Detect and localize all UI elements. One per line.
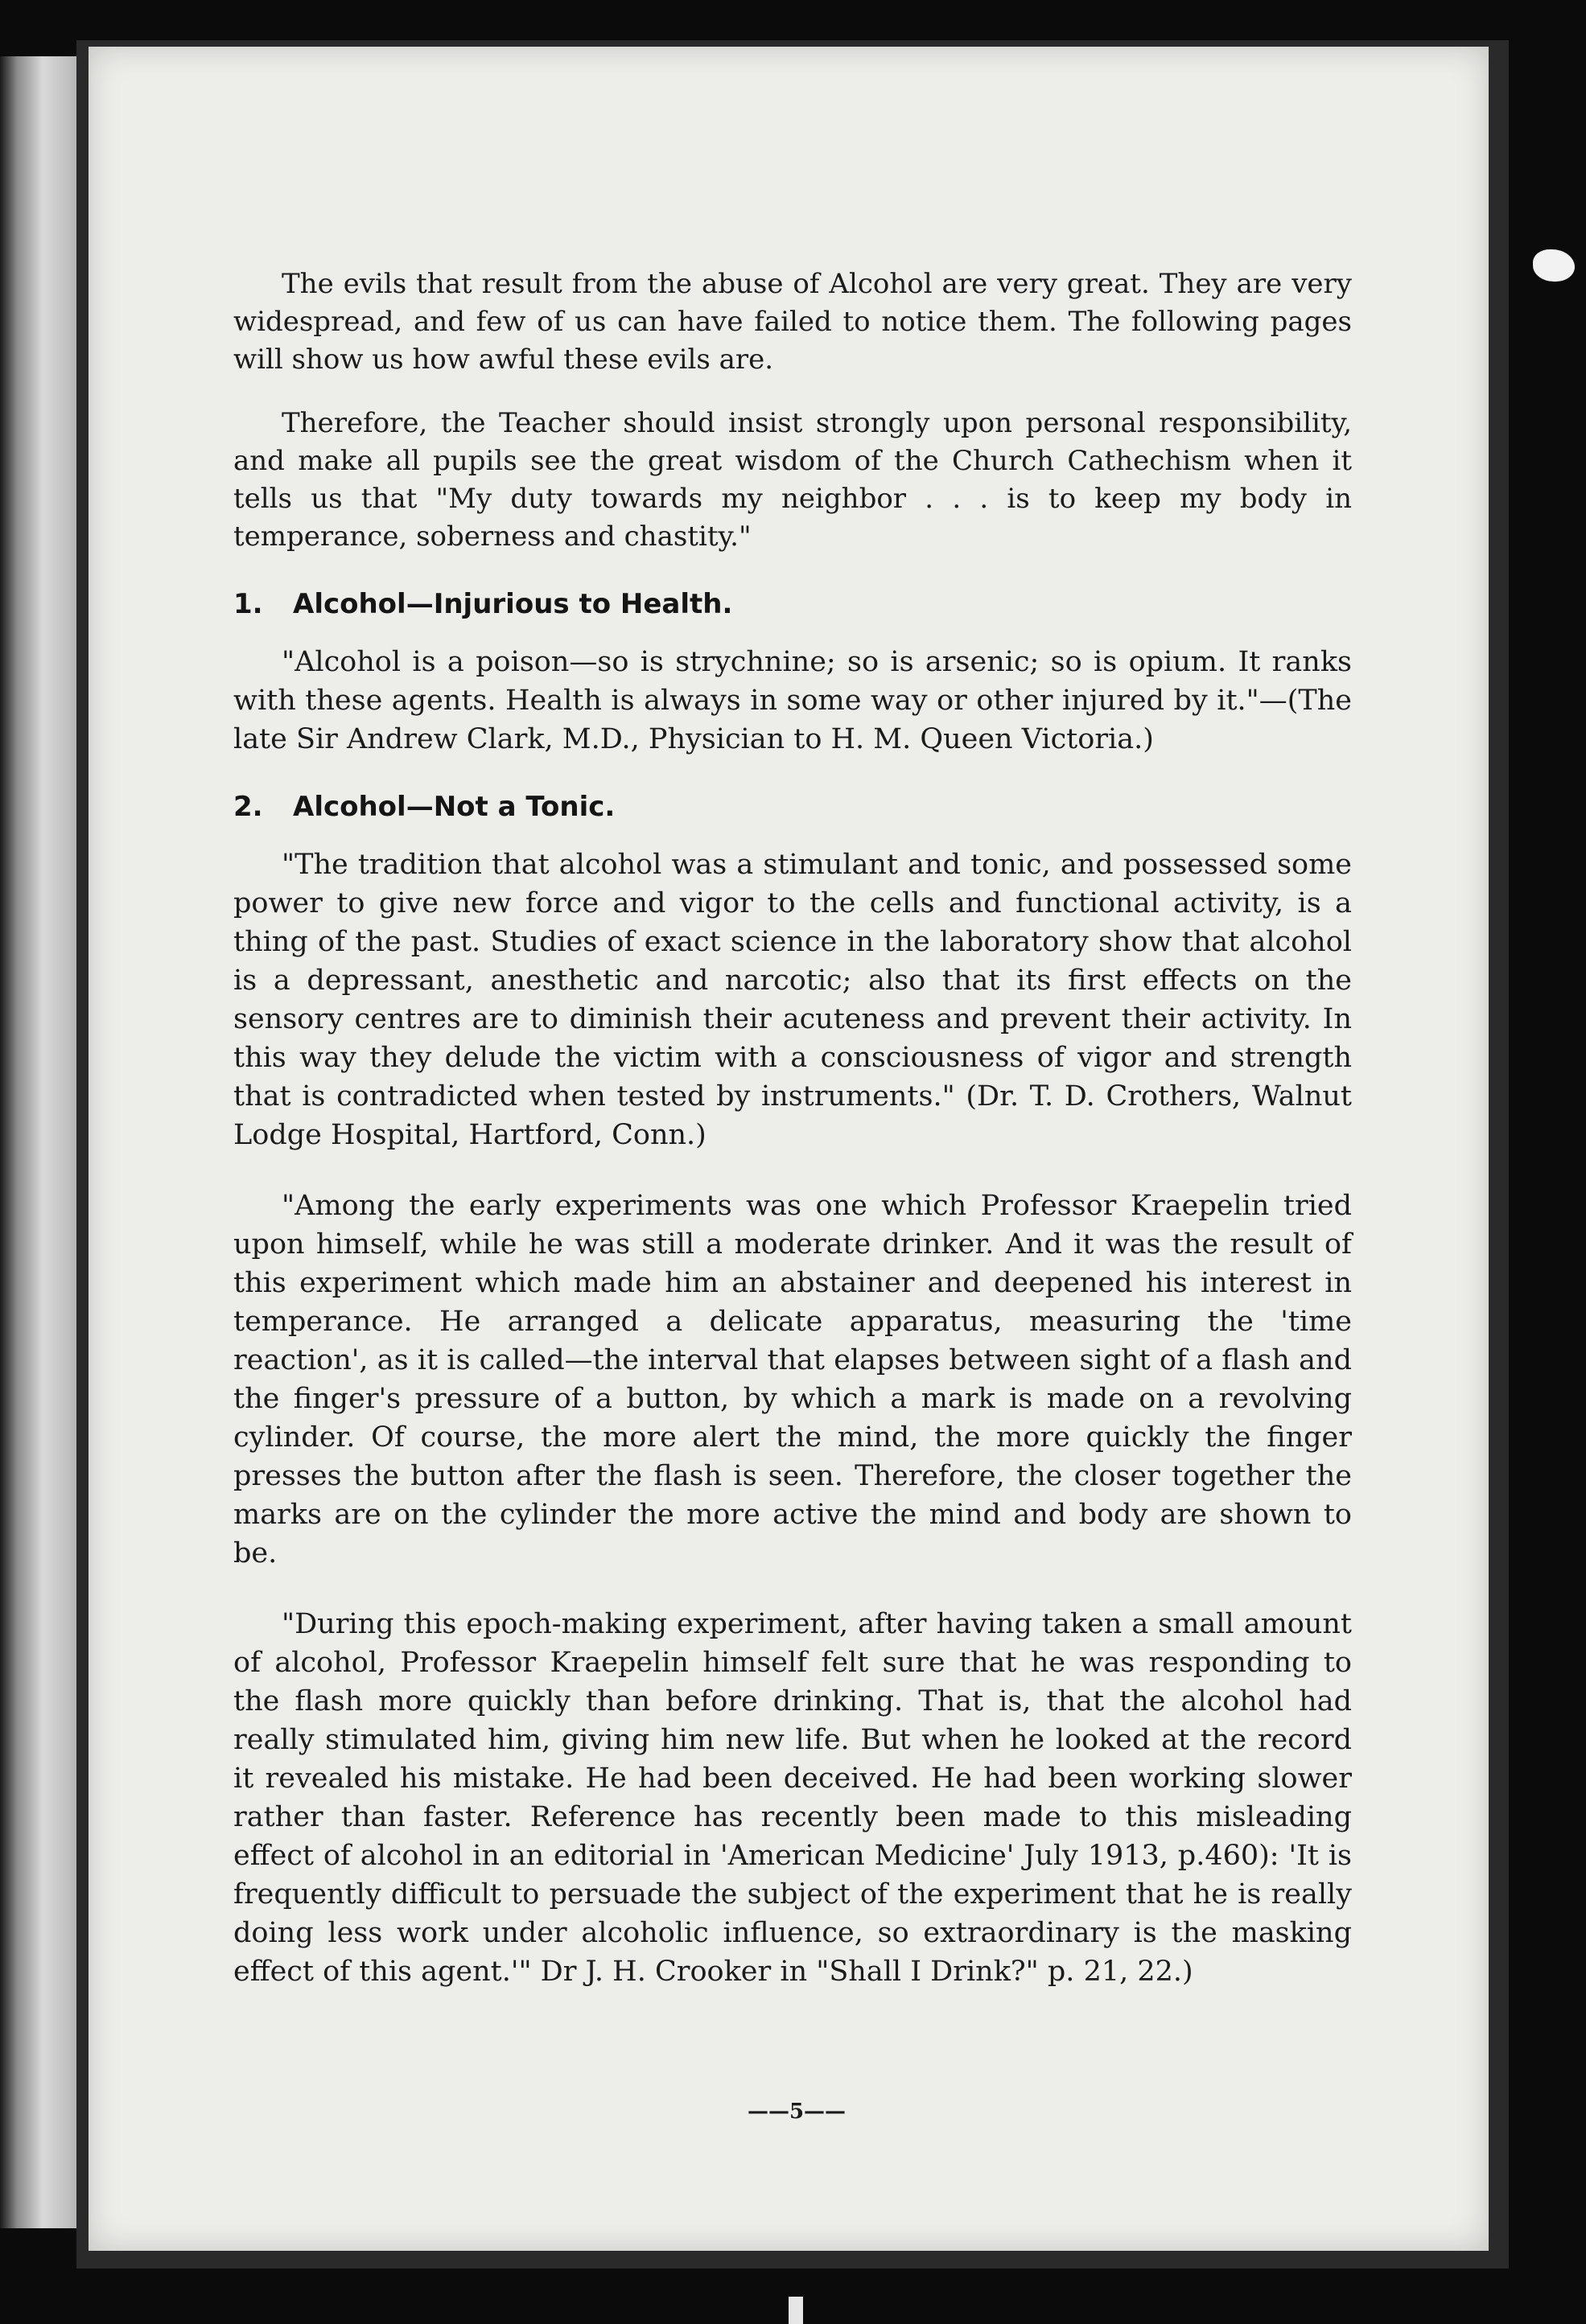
section-2-number: 2.: [233, 791, 263, 823]
section-2-title: Alcohol—Not a Tonic.: [293, 791, 616, 823]
section-2-quote-3: "During this epoch-making experiment, after having taken a small amount of alcohol, Professor Kraepelin himself felt sure that he was responding to the flash more quickly than before drinking. That is, that the alcohol had really stimulated him, giving him new life. But when he looked at the record it revealed his mistake. He had been deceived. He had been working slower rather than faster. Reference has recently been made to this misleading effect of alcohol in an editorial in 'American Medicine' July 1913, p.460): 'It is frequently difficult to persuade the subject of the experiment that he is really doing less work under alcoholic influence, so extraordinary is the masking effect of this agent.'" Dr J. H. Crooker in "Shall I Drink?" p. 21, 22.): [233, 1608, 1352, 1988]
page-number: ——5——: [747, 2100, 847, 2124]
stray-mark: [1533, 249, 1575, 282]
section-1-number: 1.: [233, 588, 263, 620]
stray-mark: [789, 2297, 803, 2324]
intro-paragraph-2: Therefore, the Teacher should insist strongly upon personal responsibility, and make all pupils see the great wisdom of the Church Cathechism when it tells us that "My duty towards my neighbor . . . is to keep my body in temperance, soberness and chastity.": [233, 407, 1352, 553]
section-2-quote-2: "Among the early experiments was one which Professor Kraepelin tried upon himself, while he was still a moderate drinker. And it was the result of this experiment which made him an abstainer and deepened his interest in temperance. He arranged a delicate apparatus, measuring the 'time reaction', as it is called—the interval that elapses between sight of a flash and the finger's pressure of a button, by which a mark is made on a revolving cylinder. Of course, the more alert the mind, the more quickly the finger presses the button after the flash is seen. Therefore, the closer together the marks are on the cylinder the more active the mind and body are shown to be.: [233, 1190, 1352, 1569]
intro-paragraph-1: The evils that result from the abuse of Alcohol are very great. They are very widespread, and few of us can have failed to notice them. The following pages will show us how awful these evils are.: [233, 268, 1352, 376]
section-1-heading: [233, 586, 1352, 622]
section-2-quote-1: "The tradition that alcohol was a stimulant and tonic, and possessed some power to give new force and vigor to the cells and functional activity, is a thing of the past. Studies of exact science in the laboratory show that alcohol is a depressant, anesthetic and narcotic; also that its first effects on the sensory centres are to diminish their acuteness and prevent their activity. In this way they delude the victim with a consciousness of vigor and strength that is contradicted when tested by instruments." (Dr. T. D. Crothers, Walnut Lodge Hospital, Hartford, Conn.): [233, 849, 1352, 1151]
section-1-title: Alcohol—Injurious to Health.: [293, 588, 733, 620]
section-2-heading: [233, 789, 1352, 825]
page-content: [233, 265, 1352, 1991]
section-1-quote: "Alcohol is a poison—so is strychnine; so is arsenic; so is opium. It ranks with these agents. Health is always in some way or other injured by it."—(The late Sir Andrew Clark, M.D., Physician to H. M. Queen Victoria.): [233, 646, 1352, 755]
intro-section: [233, 265, 1352, 556]
